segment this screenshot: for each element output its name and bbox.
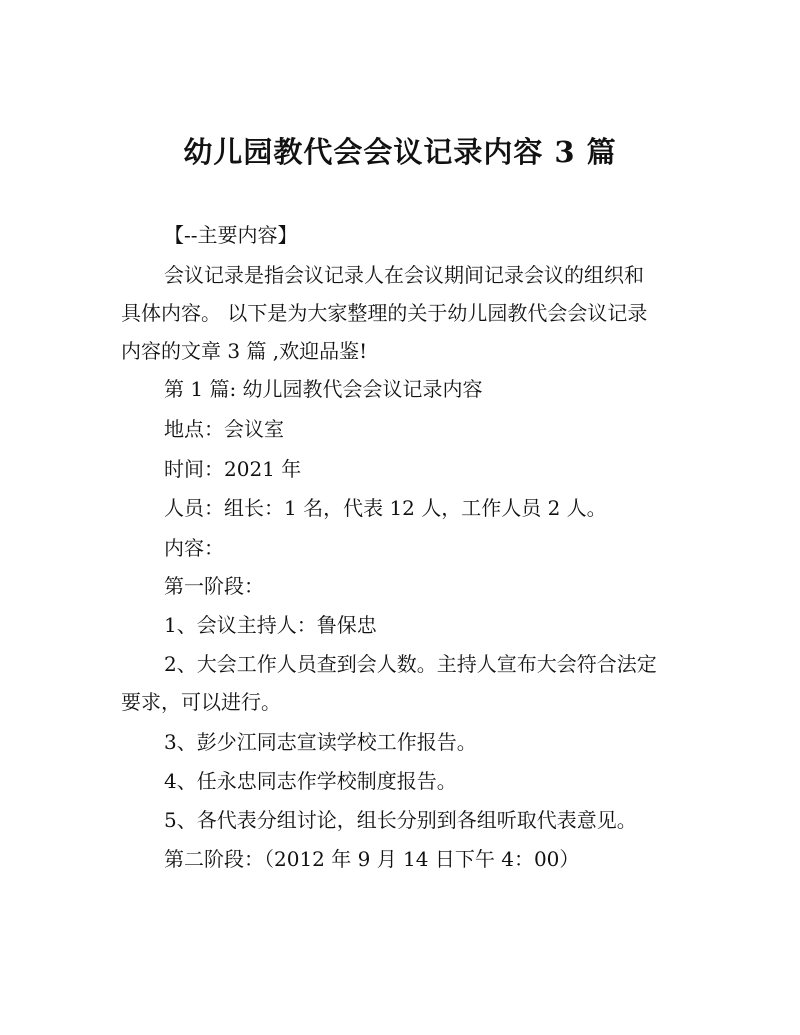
time-line: 时间：2021 年 [164,457,302,481]
item-2-line-2: 要求，可以进行。 [121,690,281,714]
people-line: 人员：组长：1 名，代表 12 人，工作人员 2 人。 [164,496,607,520]
item-1: 1、会议主持人：鲁保忠 [164,613,377,637]
item-2 [121,645,681,721]
content-label: 内容： [164,536,224,560]
location-line: 地点：会议室 [164,417,284,441]
item-5: 5、各代表分组讨论，组长分别到各组听取代表意见。 [164,808,637,832]
item-2-line-1: 2、大会工作人员查到会人数。主持人宣布大会符合法定 [164,652,657,676]
item-4: 4、任永忠同志作学校制度报告。 [164,769,457,793]
item-3: 3、彭少江同志宣读学校工作报告。 [164,730,477,754]
intro-line-1: 会议记录是指会议记录人在会议期间记录会议的组织和 [164,263,644,287]
intro-line-3: 内容的文章 3 篇 ,欢迎品鉴! [121,339,368,363]
intro-line-2: 具体内容。 以下是为大家整理的关于幼儿园教代会会议记录 [121,301,648,325]
stage-one-label: 第一阶段： [164,574,264,598]
intro-paragraph [121,256,681,370]
article-heading: 第 1 篇: 幼儿园教代会会议记录内容 [164,377,483,401]
stage-two-label: 第二阶段：（2012 年 9 月 14 日下午 4：00） [164,847,580,871]
document-title: 幼儿园教代会会议记录内容 3 篇 [183,135,617,169]
summary-label: 【--主要内容】 [164,223,298,247]
